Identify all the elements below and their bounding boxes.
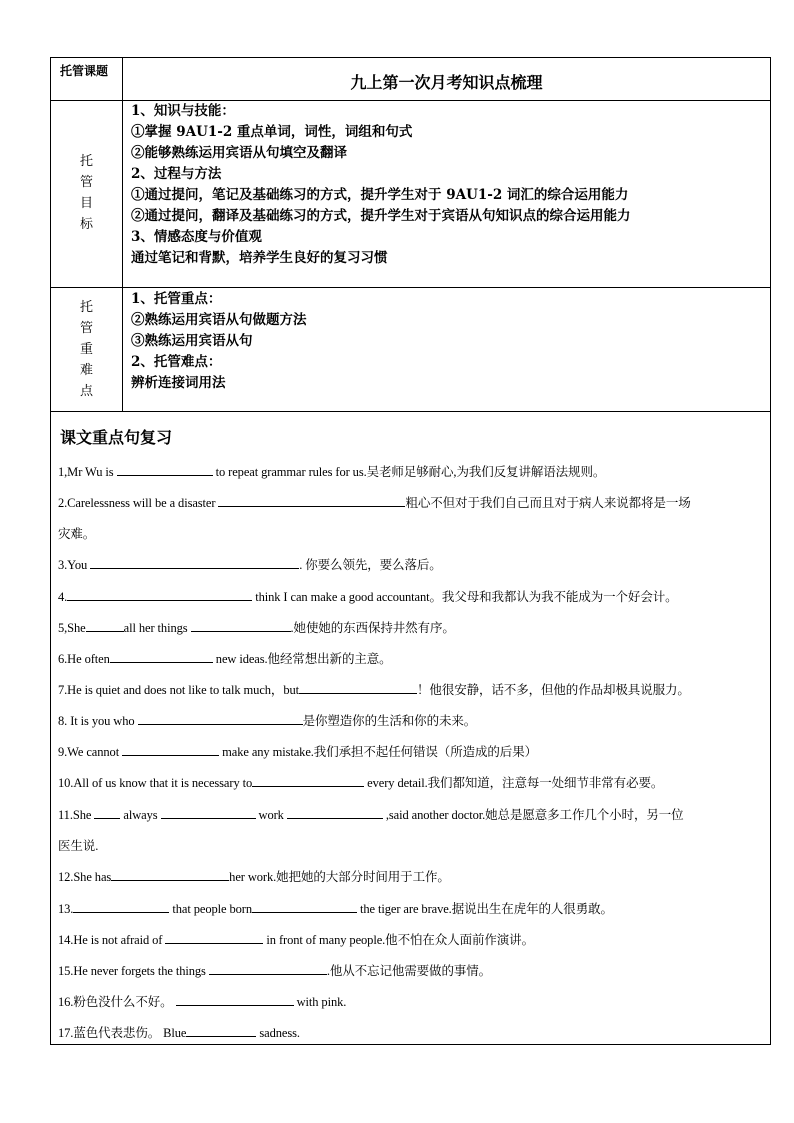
goals-label-char: 标 [79,217,93,232]
question-1 [58,462,605,480]
answer-blank[interactable] [186,1024,256,1037]
answer-blank[interactable] [191,619,291,632]
goals-line: 3、情感态度与价值观 [131,229,262,245]
focus-line: ③熟练运用宾语从句 [131,333,253,349]
focus-line: 1、托管重点： [131,291,222,307]
answer-blank[interactable] [209,962,327,975]
answer-blank[interactable] [299,681,417,694]
review-title: 课文重点句复习 [60,428,173,447]
topic-label: 托管课题 [60,64,109,78]
q-text: every detail.我们都知道，注意每一处细节非常有必要。 [364,776,664,790]
q-text: with pink. [293,995,347,1009]
q-text: ！他很安静，话不多，但他的作品却极具说服力。 [417,683,690,697]
q-text: all her things [123,621,191,635]
question-13 [58,899,613,917]
q-text: that people born [169,902,252,916]
answer-blank[interactable] [117,463,213,476]
q-text: 粗心不但对于我们自己而且对于病人来说都将是一场 [405,496,691,510]
answer-blank[interactable] [90,556,299,569]
q-text: . 你要么领先，要么落后。 [299,558,442,572]
focus-label-char: 管 [79,321,93,336]
question-7 [58,680,690,698]
title-row [51,58,770,101]
question-2 [58,493,691,511]
answer-blank[interactable] [122,743,219,756]
q-text: .她使她的东西保持井然有序。 [290,621,455,635]
q-text: work [255,808,287,822]
q-text: 17.蓝色代表悲伤。 Blue [58,1026,187,1040]
title-cell [123,58,770,100]
focus-line: ②熟练运用宾语从句做题方法 [131,312,307,328]
focus-label-cell [51,288,123,411]
q-text: 6.He often [58,652,110,666]
answer-blank[interactable] [252,774,364,787]
goals-label-char: 管 [79,175,93,190]
question-15 [58,961,491,979]
q-text: in front of many people.他不怕在众人面前作演讲。 [263,933,534,947]
question-3 [58,555,442,573]
question-4 [58,587,678,605]
answer-blank[interactable] [161,806,256,819]
answer-blank[interactable] [252,900,357,913]
goals-line: 2、过程与方法 [131,166,222,182]
q-text: new ideas.他经常想出新的主意。 [212,652,392,666]
focus-label-char: 托 [79,300,93,315]
answer-blank[interactable] [86,619,124,632]
q-text: 11.She [58,808,95,822]
question-11 [58,805,684,823]
q-text: sadness. [256,1026,300,1040]
question-11-cont [58,836,98,854]
focus-label [51,297,122,402]
question-5 [58,618,455,636]
focus-line: 辨析连接词用法 [131,375,226,391]
answer-blank[interactable] [165,931,263,944]
q-text: think I can make a good accountant。我父母和我都认为我不能成为一个好会计。 [252,590,678,604]
q-text: 4. [58,590,68,604]
goals-line: ②能够熟练运用宾语从句填空及翻译 [131,145,347,161]
focus-content [123,288,770,411]
q-text: 是你塑造你的生活和你的未来。 [302,714,477,728]
answer-blank[interactable] [73,900,169,913]
goals-label-char: 托 [79,154,93,169]
q-text: 10.All of us know that it is necessary to [58,776,253,790]
q-text: 灾难。 [58,527,96,541]
question-16 [58,992,346,1010]
goals-line: 1、知识与技能： [131,103,235,119]
q-text: 16.粉色没什么不好。 [58,995,176,1009]
q-text: 3.You [58,558,91,572]
question-14 [58,930,534,948]
goals-line: ①掌握 9AU1-2 重点单词，词性，词组和句式 [131,124,413,140]
q-text: 13. [58,902,74,916]
answer-blank[interactable] [111,868,229,881]
q-text: ,said another doctor.她总是愿意多工作几个小时，另一位 [382,808,684,822]
question-17 [58,1023,300,1041]
answer-blank[interactable] [67,588,252,601]
question-10 [58,773,663,791]
q-text: 15.He never forgets the things [58,964,209,978]
goals-label [51,151,122,235]
answer-blank[interactable] [138,712,303,725]
q-text: 医生说. [58,839,99,853]
q-text: 12.She has [58,870,112,884]
question-2-cont [58,524,95,542]
worksheet [50,57,771,1045]
answer-blank[interactable] [94,806,120,819]
q-text: 7.He is quiet and does not like to talk much，but [58,683,299,697]
q-text: make any mistake.我们承担不起任何错误（所造成的后果） [219,745,537,759]
question-12 [58,867,450,885]
answer-blank[interactable] [176,993,294,1006]
goals-line: 通过笔记和背默，培养学生良好的复习习惯 [131,250,388,266]
goals-content [123,101,770,287]
question-6 [58,649,392,667]
focus-label-char: 难 [79,363,93,378]
focus-label-char: 重 [79,342,93,357]
q-text: her work.她把她的大部分时间用于工作。 [229,870,450,884]
q-text: 2.Carelessness will be a disaster [58,496,219,510]
goals-line: ②通过提问，翻译及基础练习的方式，提升学生对于宾语从句知识点的综合运用能力 [131,208,631,224]
page-title: 九上第一次月考知识点梳理 [350,73,543,92]
answer-blank[interactable] [218,494,405,507]
answer-blank[interactable] [287,806,383,819]
q-text: 14.He is not afraid of [58,933,166,947]
q-text: to repeat grammar rules for us.吴老师足够耐心,为我们反复讲解语法规则。 [212,465,606,479]
topic-label-cell [51,58,123,100]
q-text: 9.We cannot [58,745,123,759]
q-text: the tiger are brave.据说出生在虎年的人很勇敢。 [356,902,613,916]
focus-line: 2、托管难点： [131,354,222,370]
q-text: 1,Mr Wu is [58,465,117,479]
goals-label-cell [51,101,123,287]
answer-blank[interactable] [110,650,213,663]
goals-label-char: 目 [79,196,93,211]
q-text: .他从不忘记他需要做的事情。 [326,964,492,978]
q-text: always [120,808,161,822]
q-text: 8. It is you who [58,714,138,728]
question-9 [58,742,537,760]
question-8 [58,711,476,729]
focus-label-char: 点 [79,384,93,399]
q-text: 5,She [58,621,86,635]
focus-row [51,288,770,412]
goals-line: ①通过提问，笔记及基础练习的方式，提升学生对于 9AU1-2 词汇的综合运用能力 [131,187,629,203]
goals-row [51,101,770,288]
